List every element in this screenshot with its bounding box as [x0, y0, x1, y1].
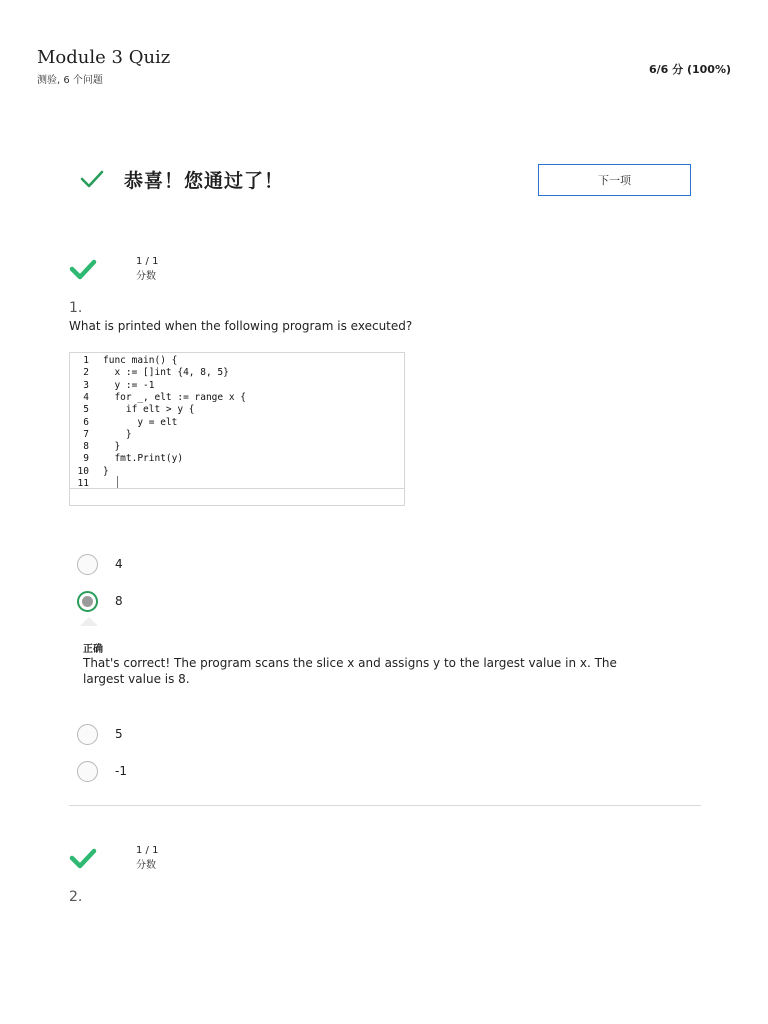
pass-message: 恭喜！您通过了！	[124, 170, 285, 192]
code-text: }	[103, 428, 132, 440]
code-area	[70, 353, 404, 489]
points-value: 1 / 1	[136, 256, 159, 267]
code-text: }	[103, 465, 109, 477]
line-number: 10	[77, 465, 89, 477]
code-line	[70, 478, 103, 490]
option-label: -1	[115, 764, 127, 778]
code-text: for _, elt := range x {	[103, 391, 246, 403]
points-label: 分数	[136, 860, 156, 871]
correct-check-icon	[69, 847, 97, 869]
points-value: 1 / 1	[136, 845, 159, 856]
code-line	[70, 367, 229, 379]
line-number: 3	[83, 379, 89, 391]
code-line	[70, 404, 195, 416]
code-line	[70, 441, 120, 453]
points-label: 分数	[136, 271, 156, 282]
code-editor	[69, 352, 405, 506]
code-line	[70, 429, 132, 441]
line-number: 6	[83, 416, 89, 428]
option-label: 5	[115, 727, 123, 741]
radio-button-selected[interactable]	[77, 591, 98, 612]
code-text: }	[103, 441, 121, 453]
question-number: 1.	[69, 300, 83, 316]
radio-button[interactable]	[77, 761, 98, 782]
option-label: 4	[115, 557, 123, 571]
code-line	[70, 380, 154, 392]
question-number: 2.	[69, 889, 83, 905]
line-number: 2	[83, 367, 89, 379]
correct-check-icon	[69, 258, 97, 280]
text-cursor	[117, 476, 118, 488]
quiz-title: Module 3 Quiz	[37, 47, 171, 68]
option-label: 8	[115, 594, 123, 608]
code-line	[70, 392, 246, 404]
question-divider	[69, 805, 701, 806]
radio-button[interactable]	[77, 554, 98, 575]
line-number: 8	[83, 441, 89, 453]
line-number: 4	[83, 391, 89, 403]
question-points	[136, 843, 158, 873]
feedback-title: 正确	[83, 644, 103, 655]
next-item-button[interactable]: 下一项	[538, 164, 691, 196]
line-number: 11	[77, 478, 89, 489]
code-text: fmt.Print(y)	[103, 453, 184, 465]
code-text: func main() {	[103, 355, 178, 366]
line-number: 7	[83, 428, 89, 440]
code-text: y = elt	[103, 416, 178, 428]
quiz-subtitle: 测验, 6 个问题	[37, 75, 103, 86]
radio-button[interactable]	[77, 724, 98, 745]
line-number: 1	[83, 355, 89, 366]
line-number: 5	[83, 404, 89, 416]
code-line	[70, 417, 177, 429]
question-points	[136, 254, 158, 284]
code-text: x := []int {4, 8, 5}	[103, 367, 229, 379]
feedback-pointer	[80, 617, 98, 626]
line-number: 9	[83, 453, 89, 465]
question-text: What is printed when the following program is executed?	[69, 319, 413, 333]
feedback-text: That's correct! The program scans the slice x and assigns y to the largest value in x. The largest value is 8.	[83, 656, 617, 686]
code-text: y := -1	[103, 379, 155, 391]
checkmark-icon	[80, 168, 104, 190]
code-line	[70, 466, 109, 478]
code-text: if elt > y {	[103, 404, 195, 416]
code-line	[70, 355, 177, 367]
quiz-score: 6/6 分 (100%)	[648, 63, 731, 76]
code-line	[70, 453, 183, 465]
